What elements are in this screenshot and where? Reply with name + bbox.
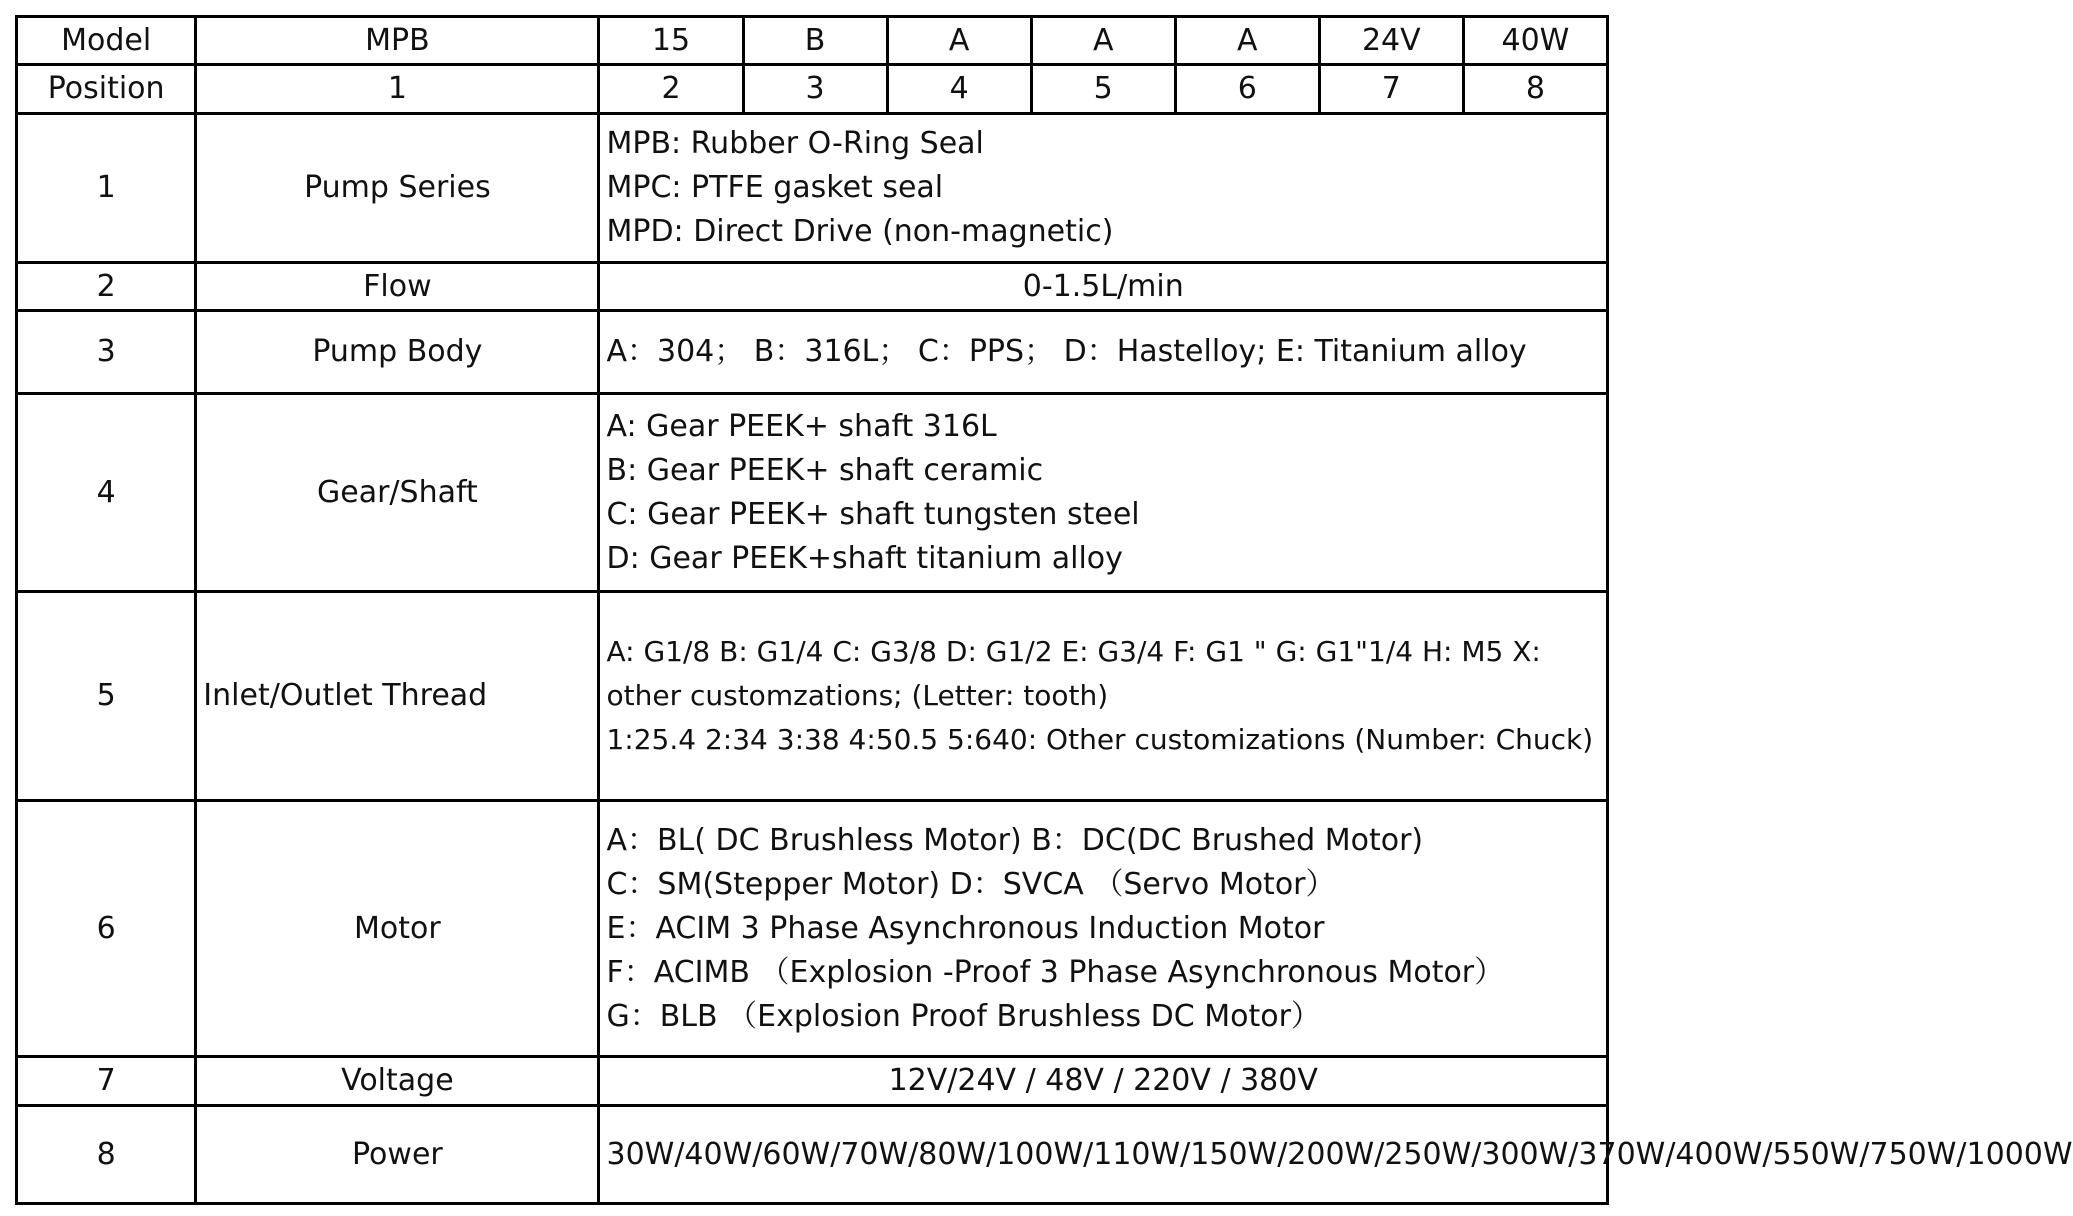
row-description [599,393,1608,592]
spec-row-pump-body [17,311,1608,393]
spec-row-power [17,1106,1608,1204]
spec-row-voltage [17,1056,1608,1105]
option-line: MPC: PTFE gasket seal [606,169,944,205]
row-number: 4 [17,393,196,592]
row-name: Power [196,1106,599,1204]
row-description: 0-1.5L/min [599,263,1608,311]
position-value: 2 [599,65,743,113]
option-line: A：BL( DC Brushless Motor) B：DC(DC Brushed Motor) [606,822,1424,858]
row-number: 6 [17,801,196,1056]
model-value: MPB [196,17,599,65]
model-label: Model [17,17,196,65]
spec-row-pump-series [17,113,1608,262]
row-description: 12V/24V / 48V / 220V / 380V [599,1056,1608,1105]
row-description [599,801,1608,1056]
model-value: 15 [599,17,743,65]
option-line: B: Gear PEEK+ shaft ceramic [606,452,1044,488]
row-description [599,592,1608,801]
position-value: 4 [887,65,1031,113]
row-name: Voltage [196,1056,599,1105]
position-value: 1 [196,65,599,113]
row-name: Gear/Shaft [196,393,599,592]
row-name: Pump Series [196,113,599,262]
position-value: 7 [1319,65,1463,113]
position-value: 6 [1175,65,1319,113]
model-value: 40W [1463,17,1607,65]
row-name: Inlet/Outlet Thread [196,592,599,801]
option-line: C：SM(Stepper Motor) D：SVCA （Servo Motor） [606,866,1336,902]
model-value: B [743,17,887,65]
row-number: 7 [17,1056,196,1105]
model-value: A [1175,17,1319,65]
position-value: 3 [743,65,887,113]
row-description: A：304； B：316L； C：PPS； D：Hastelloy; E: Titanium alloy [599,311,1608,393]
option-line: A: Gear PEEK+ shaft 316L [606,408,997,444]
row-name: Motor [196,801,599,1056]
option-line: F：ACIMB （Explosion -Proof 3 Phase Asynchronous Motor） [606,954,1505,990]
spec-row-flow [17,263,1608,311]
option-line: MPD: Direct Drive (non-magnetic) [606,213,1114,249]
model-value: A [1031,17,1175,65]
option-line: A: G1/8 B: G1/4 C: G3/8 D: G1/2 E: G3/4 F: G1 " G: G1"1/4 H: M5 X: [606,635,1541,669]
position-label: Position [17,65,196,113]
row-name: Pump Body [196,311,599,393]
position-value: 5 [1031,65,1175,113]
option-line: MPB: Rubber O-Ring Seal [606,125,984,161]
row-number: 2 [17,263,196,311]
model-row [17,17,1608,65]
option-line: 1:25.4 2:34 3:38 4:50.5 5:640: Other customizations (Number: Chuck) [606,723,1594,757]
model-value: 24V [1319,17,1463,65]
row-number: 5 [17,592,196,801]
row-number: 8 [17,1106,196,1204]
specification-table [15,15,2073,1205]
option-line: D: Gear PEEK+shaft titanium alloy [606,540,1123,576]
row-description [599,113,1608,262]
row-description: 30W/40W/60W/70W/80W/100W/110W/150W/200W/250W/300W/370W/400W/550W/750W/1000W [599,1106,1608,1204]
option-line: C: Gear PEEK+ shaft tungsten steel [606,496,1140,532]
option-line: G：BLB （Explosion Proof Brushless DC Motor） [606,998,1321,1034]
row-number: 1 [17,113,196,262]
spec-row-gear-shaft [17,393,1608,592]
spec-row-motor [17,801,1608,1056]
spec-row-inlet-outlet-thread [17,592,1608,801]
model-value: A [887,17,1031,65]
option-line: E：ACIM 3 Phase Asynchronous Induction Motor [606,910,1325,946]
option-line: other customzations; (Letter: tooth) [606,679,1109,713]
position-value: 8 [1463,65,1607,113]
position-row [17,65,1608,113]
row-number: 3 [17,311,196,393]
row-name: Flow [196,263,599,311]
